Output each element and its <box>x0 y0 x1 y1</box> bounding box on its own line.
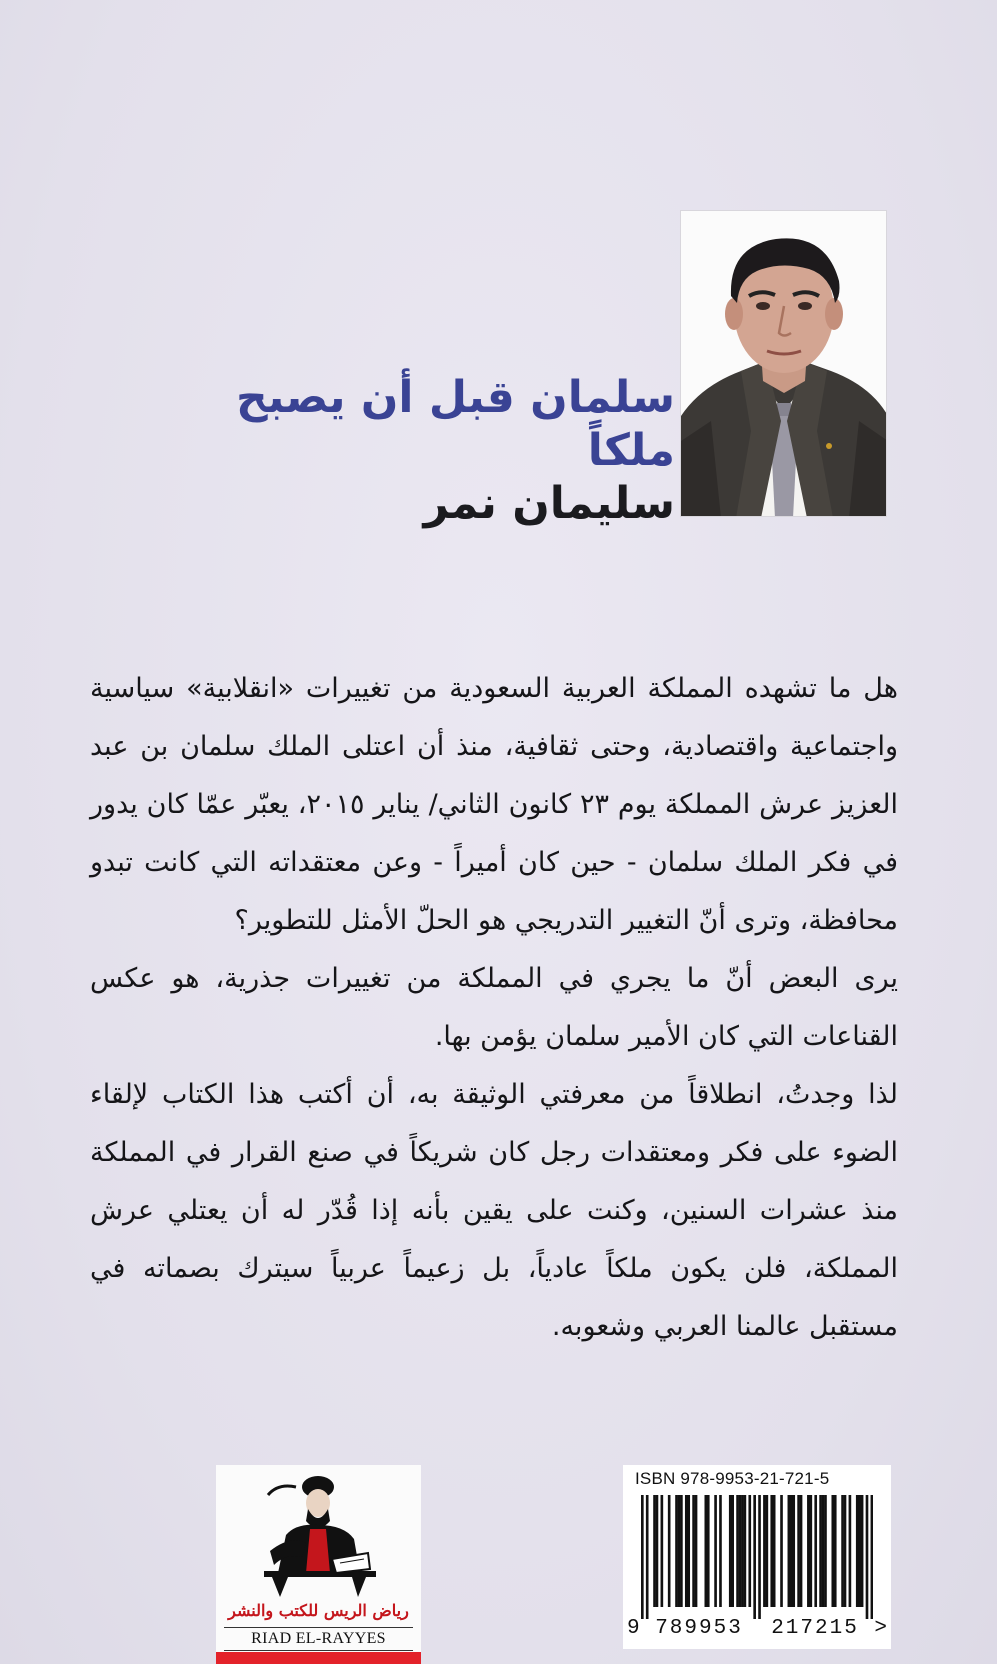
barcode-bars <box>641 1495 873 1619</box>
barcode-bar <box>770 1495 773 1607</box>
barcode-bar <box>858 1495 861 1607</box>
author-portrait-image <box>681 211 887 517</box>
barcode-bar <box>714 1495 717 1607</box>
barcode-bar <box>819 1495 822 1607</box>
author-photo <box>680 210 887 517</box>
barcode-bar <box>814 1495 817 1607</box>
barcode-bar <box>661 1495 664 1607</box>
barcode-bar <box>748 1495 751 1607</box>
barcode-bar <box>687 1495 690 1607</box>
blurb-text <box>90 660 898 1356</box>
barcode-bar <box>831 1495 834 1607</box>
barcode-bar <box>719 1495 722 1607</box>
barcode-bar <box>792 1495 795 1607</box>
barcode-bar <box>758 1495 761 1619</box>
publisher-red-strip <box>216 1652 421 1664</box>
barcode-bar <box>797 1495 800 1607</box>
barcode-bar <box>773 1495 776 1607</box>
barcode-bar <box>685 1495 688 1607</box>
barcode-right-group: 217215 <box>771 1617 859 1640</box>
barcode-bar <box>766 1495 769 1607</box>
barcode-bar <box>841 1495 844 1607</box>
barcode-bar <box>646 1495 649 1619</box>
publisher-latin-name: RIAD EL-RAYYES <box>224 1627 413 1651</box>
barcode-bar <box>807 1495 810 1607</box>
author-name: سليمان نمر <box>423 478 675 529</box>
barcode-bar <box>707 1495 710 1607</box>
barcode-first-digit: 9 <box>627 1617 640 1640</box>
barcode-left-group: 789953 <box>655 1617 743 1640</box>
barcode-bar <box>753 1495 756 1619</box>
barcode-bar <box>866 1495 869 1619</box>
barcode-bar <box>739 1495 742 1607</box>
barcode-bar <box>741 1495 744 1607</box>
barcode-bar <box>800 1495 803 1607</box>
barcode-bar <box>788 1495 791 1607</box>
barcode-bar <box>680 1495 683 1607</box>
publisher-logo <box>216 1465 421 1664</box>
barcode-bar <box>692 1495 695 1607</box>
publisher-arabic-name: رياض الريس للكتب والنشر <box>228 1601 409 1620</box>
barcode-bar <box>824 1495 827 1607</box>
barcode-bar <box>834 1495 837 1607</box>
barcode-bar <box>871 1495 873 1619</box>
barcode-bar <box>656 1495 659 1607</box>
barcode-bar <box>810 1495 813 1607</box>
blurb-paragraph: يرى البعض أنّ ما يجري في المملكة من تغييرات جذرية، هو عكس القناعات التي كان الأمير سلمان يؤمن بها. <box>90 963 898 1052</box>
barcode-bar <box>678 1495 681 1607</box>
barcode-bar <box>744 1495 747 1607</box>
isbn-label: ISBN 978-9953-21-721-5 <box>635 1469 830 1488</box>
barcode-bar <box>668 1495 671 1607</box>
book-title: سلمان قبل أن يصبح ملكاً <box>236 372 675 476</box>
isbn-barcode <box>623 1465 891 1649</box>
barcode-bar <box>675 1495 678 1607</box>
publisher-emblem-icon <box>256 1473 381 1601</box>
barcode-bar <box>844 1495 847 1607</box>
barcode-bar <box>849 1495 852 1607</box>
barcode-bar <box>861 1495 864 1607</box>
barcode-bar <box>731 1495 734 1607</box>
blurb-paragraph: هل ما تشهده المملكة العربية السعودية من تغييرات «انقلابية» سياسية واجتماعية واقتصادية، وحتى ثقافية، منذ أن اعتلى الملك سلمان بن عبد العزيز عرش المملكة يوم ٢٣ كانون الثاني/ يناير ٢٠١٥، يعبّر عمّا كان يدور في فكر الملك سلمان - حين كان أميراً - وعن معتقداته التي كانت تبدو محافظة، وترى أنّ التغيير التدريجي هو الحلّ الأمثل للتطوير؟ <box>90 673 899 936</box>
barcode-bar <box>790 1495 793 1607</box>
blurb-paragraph: لذا وجدتُ، انطلاقاً من معرفتي الوثيقة به، أن أكتب هذا الكتاب لإلقاء الضوء على فكر ومعتقدات رجل كان شريكاً في صنع القرار في المملكة منذ عشرات السنين، وكنت على يقين بأنه إذا قُدّر له أن يعتلي عرش المملكة، فلن يكون ملكاً عادياً، بل زعيماً عربياً سيترك بصماته في مستقبل عالمنا العربي وشعوبه. <box>90 1079 898 1342</box>
barcode-bar <box>653 1495 656 1607</box>
barcode-bar <box>856 1495 859 1607</box>
barcode-bar <box>780 1495 783 1607</box>
barcode-bar <box>704 1495 707 1607</box>
barcode-digits <box>627 1617 887 1640</box>
barcode-bar <box>641 1495 644 1619</box>
barcode-bar <box>736 1495 739 1607</box>
barcode-bar <box>763 1495 766 1607</box>
barcode-bar <box>729 1495 732 1607</box>
barcode-bar <box>695 1495 698 1607</box>
barcode-arrow: > <box>874 1617 887 1640</box>
barcode-bar <box>822 1495 825 1607</box>
